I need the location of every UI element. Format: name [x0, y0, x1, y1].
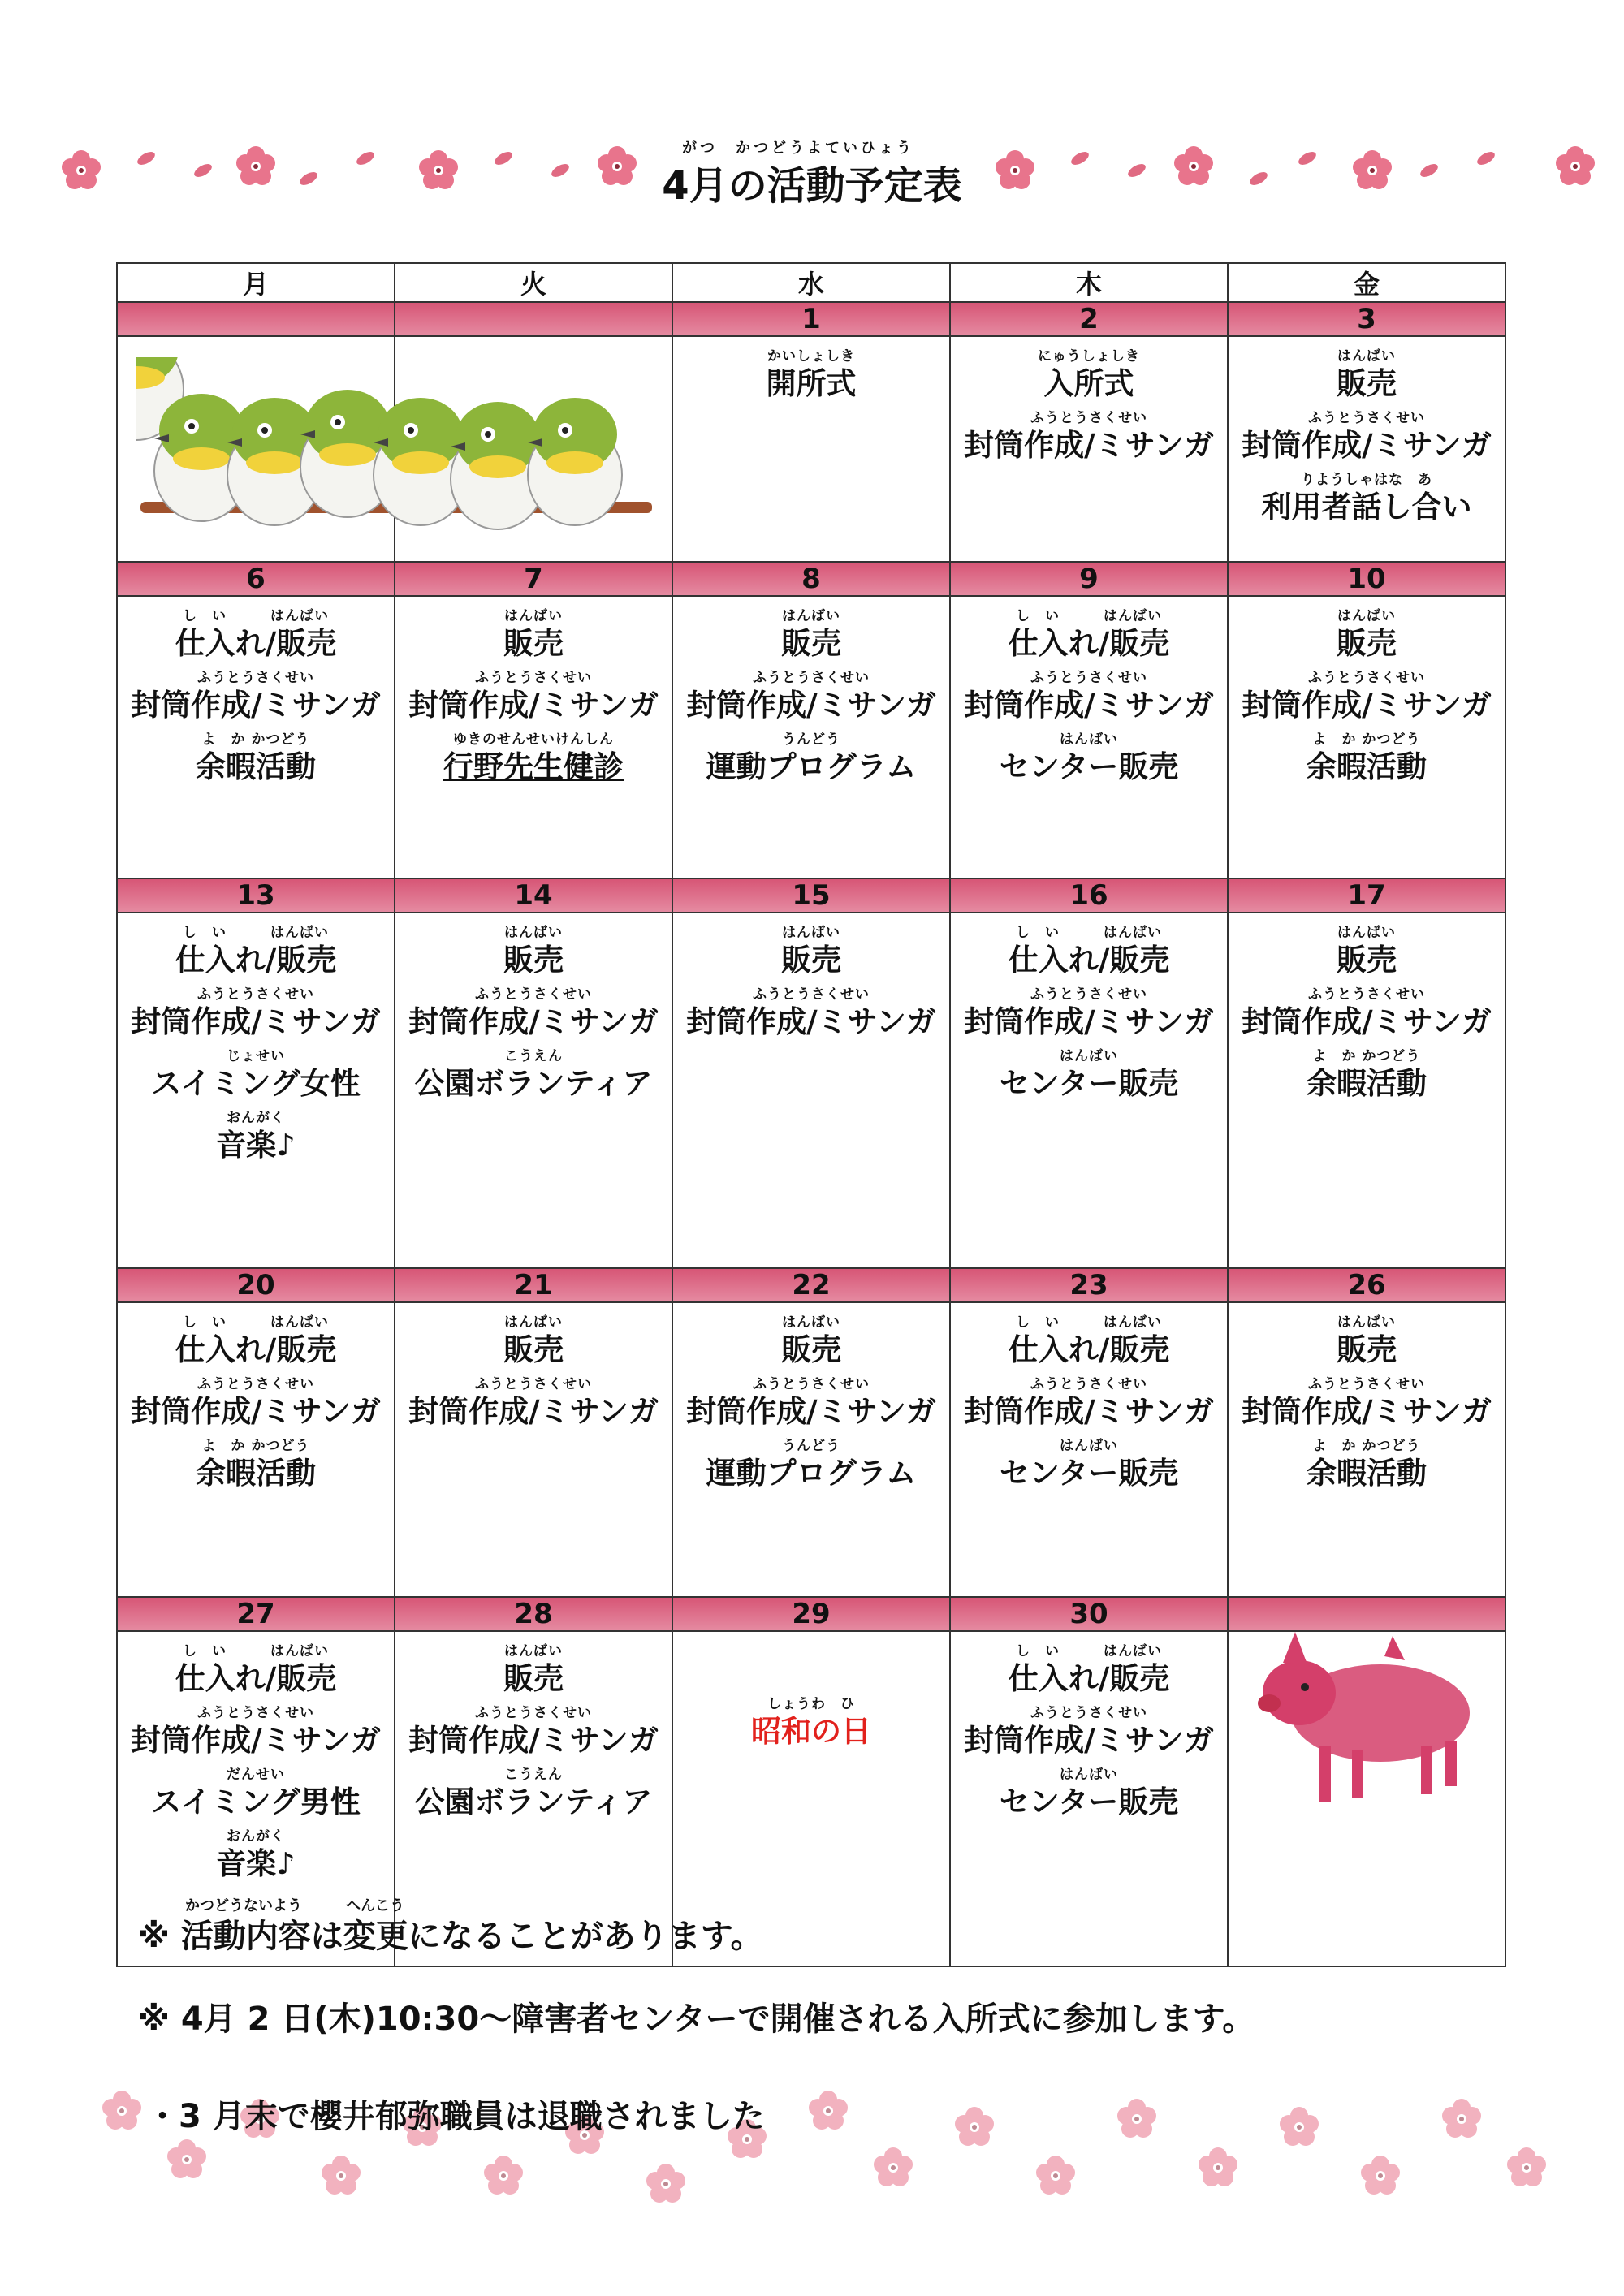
- activity-ruby: ふうとうさくせい: [1308, 670, 1425, 686]
- activity-label: 入所式: [1043, 366, 1134, 401]
- activity-item: [1229, 733, 1505, 785]
- activity-item: [951, 610, 1227, 662]
- day-cell: [1228, 336, 1505, 562]
- activity-label: センター販売: [999, 1456, 1179, 1491]
- activity-ruby: ふうとうさくせい: [1308, 1376, 1425, 1392]
- date-number: 1: [672, 302, 950, 336]
- activity-label: 利用者話し合い: [1261, 490, 1472, 524]
- activity-label: 余暇活動: [196, 749, 316, 784]
- activity-item: [951, 1707, 1227, 1759]
- activity-label: 公園ボランティア: [414, 1066, 653, 1101]
- activity-label: 販売: [503, 943, 564, 978]
- activity-label: スイミング男性: [151, 1785, 361, 1819]
- activity-ruby: し い はんばい: [183, 608, 329, 624]
- activity-ruby: よ か かつどう: [1312, 732, 1421, 748]
- activity-label: 販売: [1337, 626, 1397, 661]
- date-number: 27: [117, 1597, 395, 1631]
- activity-item: [118, 1111, 394, 1163]
- activity-label: 販売: [503, 626, 564, 661]
- weekday-header: 木: [950, 263, 1228, 302]
- weekday-header: 水: [672, 263, 950, 302]
- activity-ruby: おんがく: [227, 1110, 285, 1126]
- activity-ruby: ふうとうさくせい: [197, 986, 314, 1003]
- activity-label: 封筒作成/ミサンガ: [131, 1394, 381, 1429]
- activity-ruby: ふうとうさくせい: [753, 1376, 870, 1392]
- activity-item: [951, 988, 1227, 1040]
- activity-item: [118, 1378, 394, 1430]
- activity-item: [1229, 350, 1505, 402]
- activity-item: [951, 1378, 1227, 1430]
- activity-label: 封筒作成/ミサンガ: [964, 688, 1214, 723]
- activity-label: 封筒作成/ミサンガ: [964, 1394, 1214, 1429]
- day-cell: [950, 596, 1228, 878]
- day-cell: [1228, 913, 1505, 1268]
- activity-ruby: し い はんばい: [1016, 925, 1162, 941]
- activity-label: 販売: [781, 943, 841, 978]
- activity-ruby: はんばい: [782, 1314, 840, 1331]
- activity-label: 封筒作成/ミサンガ: [131, 1723, 381, 1758]
- date-number: 22: [672, 1268, 950, 1302]
- activity-item: [118, 1768, 394, 1820]
- activity-ruby: よ か かつどう: [1312, 1048, 1421, 1064]
- activity-label: 余暇活動: [196, 1456, 316, 1491]
- activity-label: 仕入れ/販売: [1008, 943, 1170, 978]
- day-cell: [1228, 596, 1505, 878]
- date-number: [117, 302, 395, 336]
- activity-ruby: し い はんばい: [183, 925, 329, 941]
- date-row: [117, 1268, 1505, 1302]
- activity-ruby: ふうとうさくせい: [1308, 410, 1425, 426]
- activity-ruby: うんどう: [782, 732, 840, 748]
- date-row: [117, 562, 1505, 596]
- date-number: 16: [950, 878, 1228, 913]
- date-number: 10: [1228, 562, 1505, 596]
- activity-item: [673, 1378, 949, 1430]
- date-number: 23: [950, 1268, 1228, 1302]
- activity-item: [395, 1316, 672, 1368]
- day-cell: [950, 336, 1228, 562]
- activity-item: [673, 988, 949, 1040]
- activity-ruby: ふうとうさくせい: [1030, 1705, 1147, 1721]
- activity-label: センター販売: [999, 1066, 1179, 1101]
- activity-ruby: だんせい: [227, 1767, 285, 1783]
- activity-ruby: ふうとうさくせい: [753, 986, 870, 1003]
- activity-label: 音楽♪: [216, 1128, 296, 1163]
- activity-item: [1229, 926, 1505, 978]
- activity-ruby: ふうとうさくせい: [197, 1376, 314, 1392]
- activity-ruby: ふうとうさくせい: [753, 670, 870, 686]
- activity-item: [1229, 988, 1505, 1040]
- activity-ruby: し い はんばい: [1016, 1643, 1162, 1659]
- day-cell: [950, 1302, 1228, 1597]
- activity-label: 封筒作成/ミサンガ: [686, 688, 936, 723]
- activity-label: 仕入れ/販売: [175, 626, 337, 661]
- activity-label: 販売: [781, 1332, 841, 1367]
- weekday-header: 火: [395, 263, 672, 302]
- day-cell: [117, 596, 395, 878]
- activity-item: [1229, 1050, 1505, 1102]
- activity-ruby: し い はんばい: [1016, 608, 1162, 624]
- activity-ruby: はんばい: [1060, 1048, 1118, 1064]
- date-number: 2: [950, 302, 1228, 336]
- activity-label: 封筒作成/ミサンガ: [686, 1004, 936, 1039]
- activity-label: 封筒作成/ミサンガ: [1242, 1004, 1492, 1039]
- date-number: 8: [672, 562, 950, 596]
- activity-ruby: ふうとうさくせい: [1030, 1376, 1147, 1392]
- activity-item: [1229, 610, 1505, 662]
- activity-label: 販売: [1337, 1332, 1397, 1367]
- activity-item: [1229, 473, 1505, 525]
- activity-ruby: し い はんばい: [183, 1643, 329, 1659]
- activity-label: 販売: [781, 626, 841, 661]
- activity-label: 封筒作成/ミサンガ: [408, 688, 659, 723]
- activity-ruby: うんどう: [782, 1438, 840, 1454]
- activity-label: 封筒作成/ミサンガ: [964, 1004, 1214, 1039]
- activity-item: [673, 733, 949, 785]
- activity-item: [673, 350, 949, 402]
- date-row: [117, 302, 1505, 336]
- activity-ruby: はんばい: [782, 925, 840, 941]
- activity-label: 運動プログラム: [706, 749, 917, 784]
- activity-item: [395, 1050, 672, 1102]
- activity-ruby: りようしゃはな あ: [1301, 472, 1432, 488]
- activity-label: 余暇活動: [1307, 749, 1427, 784]
- activity-item: [951, 412, 1227, 464]
- activity-ruby: よ か かつどう: [201, 732, 310, 748]
- activity-ruby: ふうとうさくせい: [475, 670, 592, 686]
- activity-item: [951, 350, 1227, 402]
- activity-label: 公園ボランティア: [414, 1785, 653, 1819]
- activity-ruby: はんばい: [504, 1643, 563, 1659]
- note-line: ※ 活動内容は変更になることがあります。: [138, 1918, 763, 1955]
- activity-ruby: し い はんばい: [1016, 1314, 1162, 1331]
- bottom-blossom-decoration: [0, 2062, 1624, 2216]
- activity-label: 運動プログラム: [706, 1456, 917, 1491]
- white-eye-birds-illustration: [136, 357, 656, 532]
- activity-item: [951, 1439, 1227, 1491]
- activity-row: [117, 913, 1505, 1268]
- date-number: 20: [117, 1268, 395, 1302]
- activity-item: [1229, 412, 1505, 464]
- day-cell: [117, 913, 395, 1268]
- activity-label: 封筒作成/ミサンガ: [408, 1723, 659, 1758]
- activity-item: [118, 733, 394, 785]
- activity-label: 余暇活動: [1307, 1456, 1427, 1491]
- activity-ruby: よ か かつどう: [1312, 1438, 1421, 1454]
- activity-item: [118, 1050, 394, 1102]
- day-cell: [395, 913, 672, 1268]
- activity-ruby: ふうとうさくせい: [475, 986, 592, 1003]
- activity-ruby: はんばい: [1060, 1438, 1118, 1454]
- activity-item: [395, 1707, 672, 1759]
- activity-ruby: ふうとうさくせい: [1030, 986, 1147, 1003]
- activity-label: 封筒作成/ミサンガ: [408, 1004, 659, 1039]
- activity-item: [118, 926, 394, 978]
- activity-item: [673, 1439, 949, 1491]
- activity-ruby: ふうとうさくせい: [1030, 670, 1147, 686]
- date-number: [395, 302, 672, 336]
- activity-row: [117, 1302, 1505, 1597]
- activity-label: 開所式: [766, 366, 857, 401]
- note-ruby: かつどうないよう へんこう: [185, 1897, 404, 1914]
- page-title: 4月の活動予定表: [662, 163, 962, 209]
- activity-ruby: おんがく: [227, 1828, 285, 1845]
- day-cell: [117, 1302, 395, 1597]
- activity-ruby: はんばい: [1337, 348, 1396, 365]
- activity-label: スイミング女性: [151, 1066, 361, 1101]
- date-number: 9: [950, 562, 1228, 596]
- activity-item: [673, 610, 949, 662]
- activity-ruby: ふうとうさくせい: [1308, 986, 1425, 1003]
- date-number: 15: [672, 878, 950, 913]
- activity-item: [118, 1316, 394, 1368]
- activity-item: [395, 733, 672, 785]
- day-cell: [950, 1631, 1228, 1966]
- day-cell: [395, 596, 672, 878]
- activity-ruby: はんばい: [1337, 925, 1396, 941]
- date-number: 3: [1228, 302, 1505, 336]
- activity-ruby: はんばい: [1337, 1314, 1396, 1331]
- activity-label: 封筒作成/ミサンガ: [131, 1004, 381, 1039]
- activity-item: [395, 988, 672, 1040]
- activity-label: 仕入れ/販売: [1008, 1332, 1170, 1367]
- activity-item: [951, 1645, 1227, 1697]
- activity-ruby: はんばい: [782, 608, 840, 624]
- activity-item: [951, 1050, 1227, 1102]
- activity-label: 販売: [503, 1661, 564, 1696]
- activity-item: [951, 926, 1227, 978]
- date-number: 6: [117, 562, 395, 596]
- activity-item: [118, 988, 394, 1040]
- date-number: 28: [395, 1597, 672, 1631]
- activity-ruby: はんばい: [504, 925, 563, 941]
- date-number: 17: [1228, 878, 1505, 913]
- activity-item: [118, 1707, 394, 1759]
- activity-item: [951, 1316, 1227, 1368]
- activity-ruby: よ か かつどう: [201, 1438, 310, 1454]
- activity-ruby: しょうわ ひ: [767, 1696, 855, 1712]
- activity-label: 封筒作成/ミサンガ: [1242, 688, 1492, 723]
- activity-item: [1229, 1378, 1505, 1430]
- activity-item: [395, 1768, 672, 1820]
- activity-ruby: ふうとうさくせい: [475, 1705, 592, 1721]
- activity-item: [951, 1768, 1227, 1820]
- activity-item: [118, 1830, 394, 1882]
- date-number: 7: [395, 562, 672, 596]
- activity-ruby: はんばい: [1337, 608, 1396, 624]
- date-number: 29: [672, 1597, 950, 1631]
- day-cell: [395, 1302, 672, 1597]
- activity-ruby: こうえん: [504, 1767, 563, 1783]
- activity-label: 封筒作成/ミサンガ: [131, 688, 381, 723]
- activity-label: 仕入れ/販売: [175, 1332, 337, 1367]
- activity-item: [395, 610, 672, 662]
- activity-label: 余暇活動: [1307, 1066, 1427, 1101]
- activity-label: 封筒作成/ミサンガ: [1242, 1394, 1492, 1429]
- weekday-header: 月: [117, 263, 395, 302]
- activity-ruby: はんばい: [504, 1314, 563, 1331]
- note-line: ※ 4月 2 日(木)10:30～障害者センターで開催される入所式に参加します。: [138, 2000, 1255, 2038]
- day-cell: [672, 913, 950, 1268]
- activity-ruby: かいしょしき: [767, 348, 855, 365]
- activity-item: [395, 926, 672, 978]
- day-cell: [672, 596, 950, 878]
- activity-ruby: し い はんばい: [183, 1314, 329, 1331]
- activity-item: [1229, 671, 1505, 723]
- activity-ruby: ゆきのせんせいけんしん: [453, 732, 614, 748]
- activity-label: 仕入れ/販売: [1008, 626, 1170, 661]
- activity-ruby: ふうとうさくせい: [475, 1376, 592, 1392]
- activity-label: 封筒作成/ミサンガ: [408, 1394, 659, 1429]
- activity-label: 仕入れ/販売: [175, 943, 337, 978]
- activity-label: 販売: [503, 1332, 564, 1367]
- date-row: [117, 878, 1505, 913]
- activity-label: 販売: [1337, 366, 1397, 401]
- activity-item: [395, 1645, 672, 1697]
- activity-ruby: ふうとうさくせい: [197, 670, 314, 686]
- activity-label: 昭和の日: [751, 1714, 871, 1749]
- date-number: 30: [950, 1597, 1228, 1631]
- activity-ruby: こうえん: [504, 1048, 563, 1064]
- activity-row: [117, 596, 1505, 878]
- activity-label: センター販売: [999, 1785, 1179, 1819]
- title-ruby: がつ かつどうよていひょう: [682, 140, 914, 157]
- day-cell: [1228, 1302, 1505, 1597]
- day-cell: [672, 1302, 950, 1597]
- activity-label: 封筒作成/ミサンガ: [964, 428, 1214, 463]
- activity-label: 行野先生健診: [443, 749, 624, 784]
- activity-ruby: じょせい: [227, 1048, 285, 1064]
- date-number: 21: [395, 1268, 672, 1302]
- day-cell: [950, 913, 1228, 1268]
- activity-item: [673, 671, 949, 723]
- activity-item: [395, 1378, 672, 1430]
- activity-item: [118, 671, 394, 723]
- activity-ruby: にゅうしょしき: [1038, 348, 1140, 365]
- activity-item: [1229, 1316, 1505, 1368]
- activity-item: [118, 1439, 394, 1491]
- activity-item: [951, 671, 1227, 723]
- activity-ruby: はんばい: [1060, 732, 1118, 748]
- activity-item: [951, 733, 1227, 785]
- activity-item: [1229, 1439, 1505, 1491]
- activity-item: [673, 926, 949, 978]
- activity-label: 封筒作成/ミサンガ: [686, 1394, 936, 1429]
- note-line: ・3 月末で櫻井郁弥職員は退職されました: [146, 2098, 765, 2135]
- date-number: 14: [395, 878, 672, 913]
- activity-ruby: はんばい: [1060, 1767, 1118, 1783]
- activity-label: センター販売: [999, 749, 1179, 784]
- activity-item: [395, 671, 672, 723]
- activity-item: [673, 1698, 949, 1750]
- date-number: 26: [1228, 1268, 1505, 1302]
- activity-item: [673, 1316, 949, 1368]
- activity-item: [118, 610, 394, 662]
- activity-item: [118, 1645, 394, 1697]
- activity-ruby: ふうとうさくせい: [197, 1705, 314, 1721]
- activity-label: 封筒作成/ミサンガ: [1242, 428, 1492, 463]
- weekday-header: 金: [1228, 263, 1505, 302]
- date-number: 13: [117, 878, 395, 913]
- activity-ruby: ふうとうさくせい: [1030, 410, 1147, 426]
- activity-label: 封筒作成/ミサンガ: [964, 1723, 1214, 1758]
- day-cell: [672, 336, 950, 562]
- activity-ruby: はんばい: [504, 608, 563, 624]
- activity-label: 販売: [1337, 943, 1397, 978]
- pig-drawing: [1246, 1624, 1490, 1819]
- activity-label: 仕入れ/販売: [1008, 1661, 1170, 1696]
- activity-label: 音楽♪: [216, 1846, 296, 1881]
- activity-label: 仕入れ/販売: [175, 1661, 337, 1696]
